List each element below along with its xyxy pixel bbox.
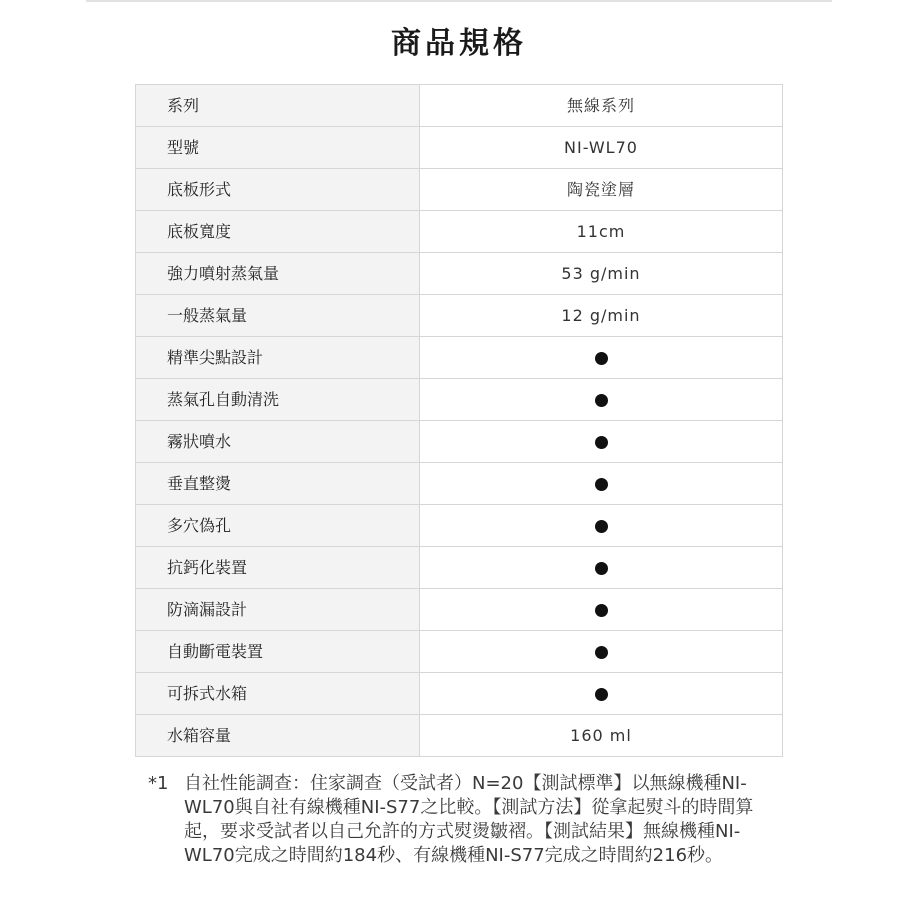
spec-value [420, 421, 783, 463]
spec-label: 水箱容量 [136, 715, 420, 757]
spec-label: 底板寬度 [136, 211, 420, 253]
spec-table [135, 84, 783, 757]
spec-value [420, 673, 783, 715]
spec-row [136, 505, 783, 547]
spec-label: 自動斷電裝置 [136, 631, 420, 673]
spec-value: 160 ml [420, 715, 783, 757]
feature-included-dot-icon [595, 394, 608, 407]
spec-value [420, 631, 783, 673]
spec-value: 53 g/min [420, 253, 783, 295]
spec-value [420, 547, 783, 589]
spec-row [136, 463, 783, 505]
spec-label: 精準尖點設計 [136, 337, 420, 379]
spec-row [136, 211, 783, 253]
spec-row [136, 421, 783, 463]
spec-label: 一般蒸氣量 [136, 295, 420, 337]
spec-value [420, 337, 783, 379]
spec-row [136, 715, 783, 757]
spec-label: 底板形式 [136, 169, 420, 211]
spec-label: 抗鈣化裝置 [136, 547, 420, 589]
spec-value: 陶瓷塗層 [420, 169, 783, 211]
spec-label: 蒸氣孔自動清洗 [136, 379, 420, 421]
spec-label: 強力噴射蒸氣量 [136, 253, 420, 295]
feature-included-dot-icon [595, 604, 608, 617]
spec-row [136, 127, 783, 169]
spec-value [420, 463, 783, 505]
spec-label: 霧狀噴水 [136, 421, 420, 463]
feature-included-dot-icon [595, 478, 608, 491]
page-title: 商品規格 [391, 26, 527, 61]
spec-value: NI-WL70 [420, 127, 783, 169]
feature-included-dot-icon [595, 646, 608, 659]
footnote-text: 自社性能調查：住家調查（受試者）N=20【測試標準】以無線機種NI-WL70與自社有線機種NI-S77之比較。【測試方法】從拿起熨斗的時間算起，要求受試者以自己允許的方式熨燙皺褶。【測試結果】無線機種NI-WL70完成之時間約184秒、有線機種NI-S77完成之時間約216秒。 [184, 773, 754, 866]
spec-row [136, 295, 783, 337]
spec-label: 系列 [136, 85, 420, 127]
spec-label: 多穴偽孔 [136, 505, 420, 547]
feature-included-dot-icon [595, 520, 608, 533]
spec-row [136, 85, 783, 127]
spec-value: 11cm [420, 211, 783, 253]
feature-included-dot-icon [595, 436, 608, 449]
spec-label: 防滴漏設計 [136, 589, 420, 631]
feature-included-dot-icon [595, 562, 608, 575]
footnote [148, 772, 788, 868]
spec-row [136, 631, 783, 673]
footnote-marker: *1 [148, 773, 169, 794]
spec-row [136, 253, 783, 295]
spec-label: 型號 [136, 127, 420, 169]
spec-row [136, 169, 783, 211]
spec-row [136, 379, 783, 421]
spec-value: 12 g/min [420, 295, 783, 337]
feature-included-dot-icon [595, 688, 608, 701]
spec-table-body [136, 85, 783, 757]
spec-row [136, 589, 783, 631]
top-divider [86, 0, 832, 2]
spec-value [420, 589, 783, 631]
spec-row [136, 547, 783, 589]
spec-value [420, 379, 783, 421]
spec-row [136, 673, 783, 715]
spec-value [420, 505, 783, 547]
feature-included-dot-icon [595, 352, 608, 365]
spec-label: 垂直整燙 [136, 463, 420, 505]
spec-value: 無線系列 [420, 85, 783, 127]
spec-label: 可拆式水箱 [136, 673, 420, 715]
spec-row [136, 337, 783, 379]
